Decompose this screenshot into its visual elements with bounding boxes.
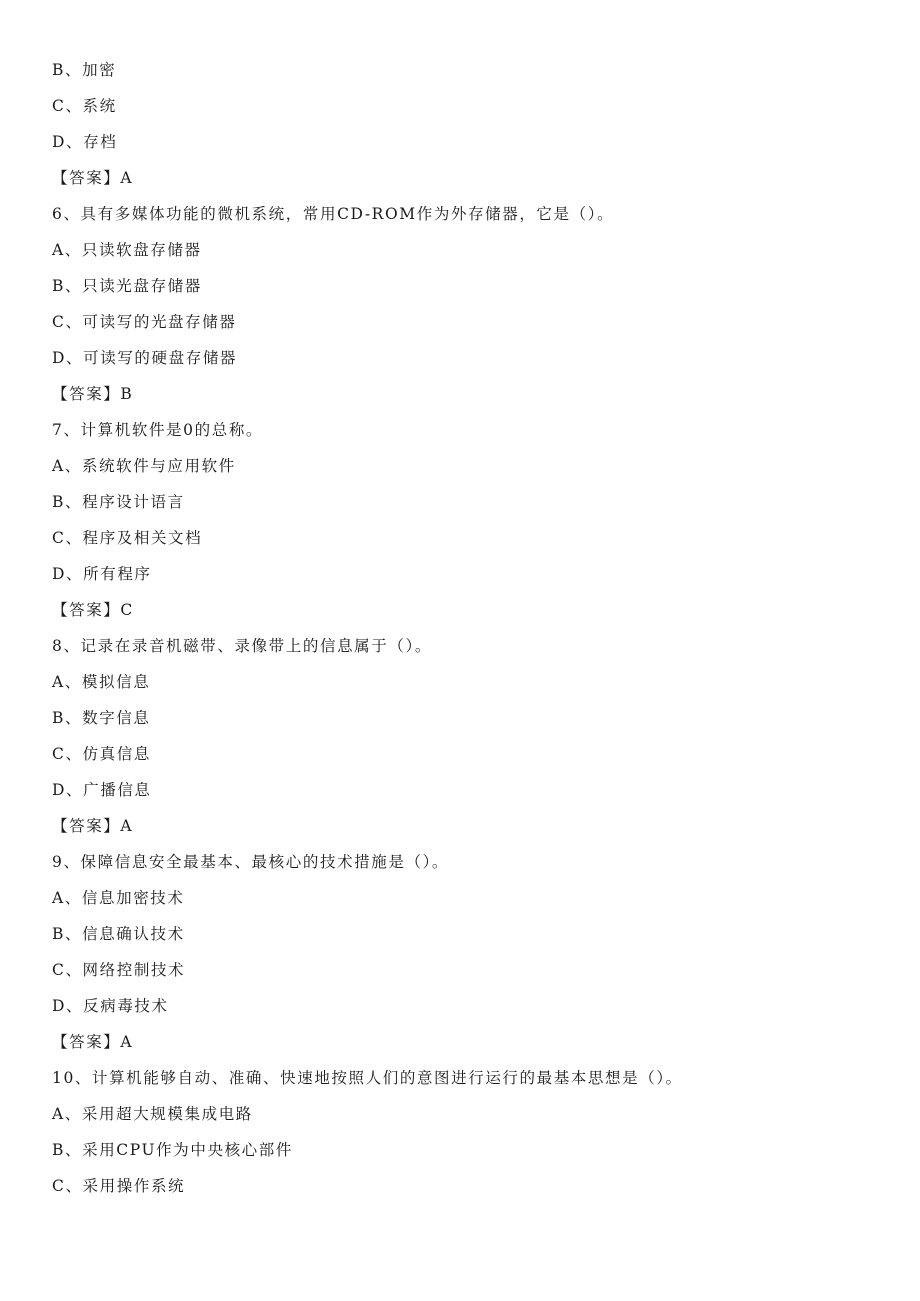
option-b-line: B、程序设计语言 bbox=[52, 493, 185, 511]
question-8: 8、记录在录音机磁带、录像带上的信息属于（）。 bbox=[52, 637, 432, 655]
option-c-line: C、程序及相关文档 bbox=[52, 529, 203, 547]
question-6: 6、具有多媒体功能的微机系统，常用CD-ROM作为外存储器，它是（）。 bbox=[52, 205, 615, 223]
question-9: 9、保障信息安全最基本、最核心的技术措施是（）。 bbox=[52, 853, 450, 871]
option-a-line: A、系统软件与应用软件 bbox=[52, 457, 236, 475]
option-a-line: A、只读软盘存储器 bbox=[52, 241, 202, 259]
option-b-line: B、数字信息 bbox=[52, 709, 151, 727]
question-7: 7、计算机软件是0的总称。 bbox=[52, 421, 264, 439]
answer-line: 【答案】A bbox=[52, 1033, 134, 1051]
option-b-line: B、加密 bbox=[52, 61, 117, 79]
option-c-line: C、采用操作系统 bbox=[52, 1177, 186, 1195]
option-a-line: A、模拟信息 bbox=[52, 673, 151, 691]
option-a-line: A、采用超大规模集成电路 bbox=[52, 1105, 253, 1123]
option-c-line: C、可读写的光盘存储器 bbox=[52, 313, 237, 331]
option-b-line: B、只读光盘存储器 bbox=[52, 277, 202, 295]
option-a-line: A、信息加密技术 bbox=[52, 889, 185, 907]
option-d-line: D、广播信息 bbox=[52, 781, 152, 799]
answer-line: 【答案】A bbox=[52, 169, 134, 187]
option-b-line: B、信息确认技术 bbox=[52, 925, 185, 943]
option-d-line: D、反病毒技术 bbox=[52, 997, 169, 1015]
answer-line: 【答案】A bbox=[52, 817, 134, 835]
option-c-line: C、系统 bbox=[52, 97, 117, 115]
answer-line: 【答案】C bbox=[52, 601, 134, 619]
option-d-line: D、所有程序 bbox=[52, 565, 152, 583]
option-d-line: D、存档 bbox=[52, 133, 118, 151]
option-c-line: C、网络控制技术 bbox=[52, 961, 186, 979]
option-c-line: C、仿真信息 bbox=[52, 745, 151, 763]
answer-line: 【答案】B bbox=[52, 385, 134, 403]
question-10: 10、计算机能够自动、准确、快速地按照人们的意图进行运行的最基本思想是（）。 bbox=[52, 1069, 683, 1087]
option-b-line: B、采用CPU作为中央核心部件 bbox=[52, 1141, 293, 1159]
question-list bbox=[52, 58, 892, 1210]
option-d-line: D、可读写的硬盘存储器 bbox=[52, 349, 238, 367]
